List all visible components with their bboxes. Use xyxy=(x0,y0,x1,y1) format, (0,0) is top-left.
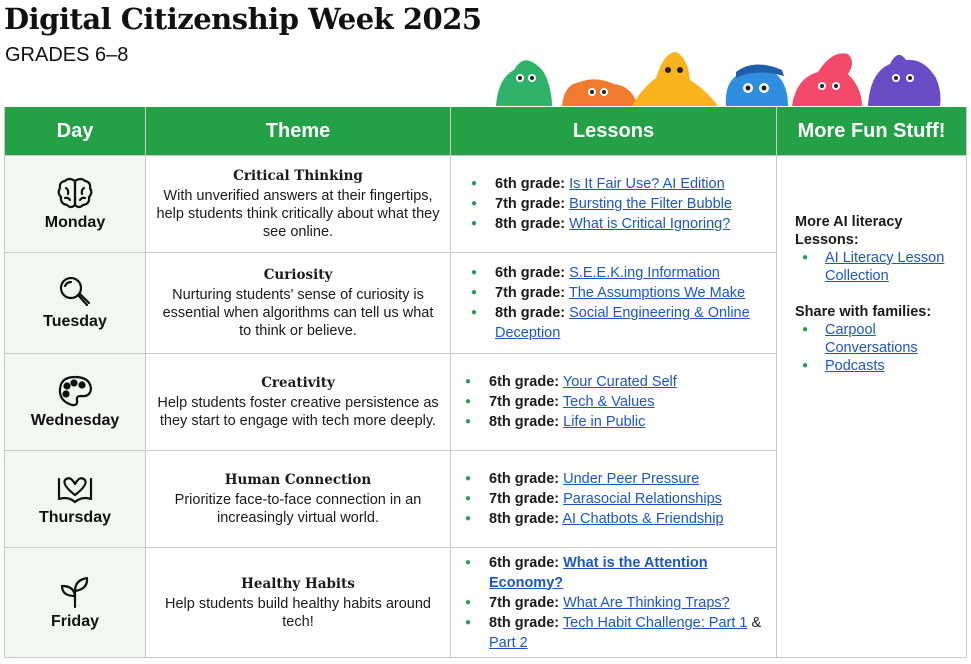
ai-literacy-collection-link[interactable]: AI Literacy Lesson Collection xyxy=(825,250,945,284)
theme-description: Help students build healthy habits around tech! xyxy=(164,595,431,630)
heart-book-icon xyxy=(56,471,94,505)
day-label: Wednesday xyxy=(30,412,120,429)
fun-list-item xyxy=(825,357,956,375)
grade-label: 6th grade: xyxy=(495,265,566,281)
lesson-link[interactable]: Bursting the Filter Bubble xyxy=(569,196,732,212)
lesson-joiner: & xyxy=(751,614,762,631)
page-title: Digital Citizenship Week 2025 xyxy=(4,2,482,36)
grade-label: 8th grade: xyxy=(489,511,560,527)
lesson-link[interactable]: Life in Public xyxy=(563,414,646,430)
theme-cell xyxy=(146,253,451,354)
lesson-link[interactable]: AI Chatbots & Friendship xyxy=(562,511,724,527)
lessons-cell xyxy=(451,354,777,451)
grade-label: 7th grade: xyxy=(495,285,566,301)
orange-monster-icon xyxy=(562,79,638,106)
page-subtitle: GRADES 6–8 xyxy=(5,44,129,66)
theme-cell xyxy=(146,354,451,451)
header-lessons: Lessons xyxy=(451,107,777,156)
theme-cell xyxy=(146,451,451,548)
lesson-link[interactable]: Tech Habit Challenge: Part 1 xyxy=(562,614,748,631)
lesson-link[interactable]: Parasocial Relationships xyxy=(563,491,722,507)
sprout-icon xyxy=(56,575,94,609)
carpool-conversations-link[interactable]: Carpool Conversations xyxy=(825,322,918,356)
grade-label: 6th grade: xyxy=(495,176,566,192)
lesson-item xyxy=(495,263,776,283)
theme-description: Nurturing students' sense of curiosity is essential when algorithms can tell us what to think or believe. xyxy=(162,287,434,339)
fun-section-heading: Share with families: xyxy=(795,304,932,320)
day-cell xyxy=(5,548,146,658)
podcasts-link[interactable]: Podcasts xyxy=(825,358,885,374)
lesson-link[interactable]: What Are Thinking Traps? xyxy=(563,594,730,611)
monster-characters-illustration xyxy=(492,48,946,106)
fun-section-heading: More AI literacy Lessons: xyxy=(795,214,903,248)
lesson-item xyxy=(495,303,776,343)
lesson-link[interactable]: Your Curated Self xyxy=(562,374,677,390)
day-cell xyxy=(5,354,146,451)
pink-monster-icon xyxy=(792,53,862,106)
theme-description: Help students foster creative persistence as they start to engage with tech more deeply. xyxy=(157,395,439,429)
theme-description: Prioritize face-to-face connection in an increasingly virtual world. xyxy=(174,492,422,526)
schedule-table xyxy=(4,107,967,658)
lesson-item xyxy=(495,174,776,194)
fun-list-item xyxy=(825,249,956,285)
green-monster-icon xyxy=(496,60,552,106)
theme-cell xyxy=(146,156,451,253)
grade-label: 7th grade: xyxy=(489,394,560,410)
header-day: Day xyxy=(5,107,146,156)
grade-label: 7th grade: xyxy=(489,594,560,611)
lesson-item xyxy=(495,194,776,214)
grade-label: 8th grade: xyxy=(495,305,566,321)
day-label: Friday xyxy=(50,612,99,630)
grade-label: 6th grade: xyxy=(489,374,560,390)
lesson-link[interactable]: Tech & Values xyxy=(562,394,655,410)
lesson-item xyxy=(489,392,776,412)
grade-label: 8th grade: xyxy=(495,216,566,232)
lessons-cell xyxy=(451,548,777,658)
grade-label: 8th grade: xyxy=(489,614,560,631)
lesson-item xyxy=(489,372,776,392)
fun-list-item xyxy=(825,321,956,357)
day-label: Monday xyxy=(44,214,106,231)
lesson-item xyxy=(495,214,776,234)
lesson-item xyxy=(489,469,776,489)
day-label: Thursday xyxy=(38,509,111,526)
purple-monster-icon xyxy=(868,55,941,106)
lesson-item xyxy=(489,593,776,613)
lessons-cell xyxy=(451,253,777,354)
brain-icon xyxy=(56,176,94,210)
lesson-item xyxy=(489,613,776,653)
day-label: Tuesday xyxy=(43,313,107,330)
grade-label: 7th grade: xyxy=(489,491,560,507)
grade-label: 8th grade: xyxy=(489,414,560,430)
day-cell xyxy=(5,156,146,253)
lesson-link[interactable]: What is Critical Ignoring? xyxy=(569,216,731,232)
more-fun-stuff-cell xyxy=(777,156,967,658)
magnifying-glass-icon xyxy=(56,275,94,309)
theme-title: Curiosity xyxy=(263,267,333,283)
palette-icon xyxy=(56,374,94,408)
lesson-link[interactable]: S.E.E.K.ing Information xyxy=(569,265,720,281)
theme-description: With unverified answers at their fingertips, help students think critically about what they see online. xyxy=(156,188,440,240)
grade-label: 6th grade: xyxy=(489,471,560,487)
blue-monster-icon xyxy=(726,64,788,106)
yellow-monster-icon xyxy=(632,52,718,106)
lesson-item xyxy=(495,283,776,303)
lesson-link[interactable]: What is the Attention Economy? xyxy=(489,554,708,591)
lesson-item xyxy=(489,553,776,593)
day-cell xyxy=(5,253,146,354)
lesson-link[interactable]: Under Peer Pressure xyxy=(563,471,700,487)
lesson-item xyxy=(489,412,776,432)
theme-title: Healthy Habits xyxy=(241,575,355,592)
lesson-link[interactable]: The Assumptions We Make xyxy=(568,285,746,301)
theme-title: Creativity xyxy=(261,375,335,391)
lesson-link[interactable]: Is It Fair Use? AI Edition xyxy=(569,176,725,192)
lesson-link[interactable]: Social Engineering & Online Deception xyxy=(495,305,750,341)
day-cell xyxy=(5,451,146,548)
grade-label: 6th grade: xyxy=(489,554,560,571)
lesson-link-part-2[interactable]: Part 2 xyxy=(489,634,528,651)
lessons-cell xyxy=(451,156,777,253)
table-header-row xyxy=(5,107,967,156)
theme-title: Critical Thinking xyxy=(233,168,363,184)
theme-title: Human Connection xyxy=(224,472,372,488)
header-more-fun-stuff: More Fun Stuff! xyxy=(777,107,967,156)
theme-cell xyxy=(146,548,451,658)
lesson-item xyxy=(489,509,776,529)
lesson-item xyxy=(489,489,776,509)
grade-label: 7th grade: xyxy=(495,196,566,212)
table-row xyxy=(5,156,967,253)
header-theme: Theme xyxy=(146,107,451,156)
lessons-cell xyxy=(451,451,777,548)
